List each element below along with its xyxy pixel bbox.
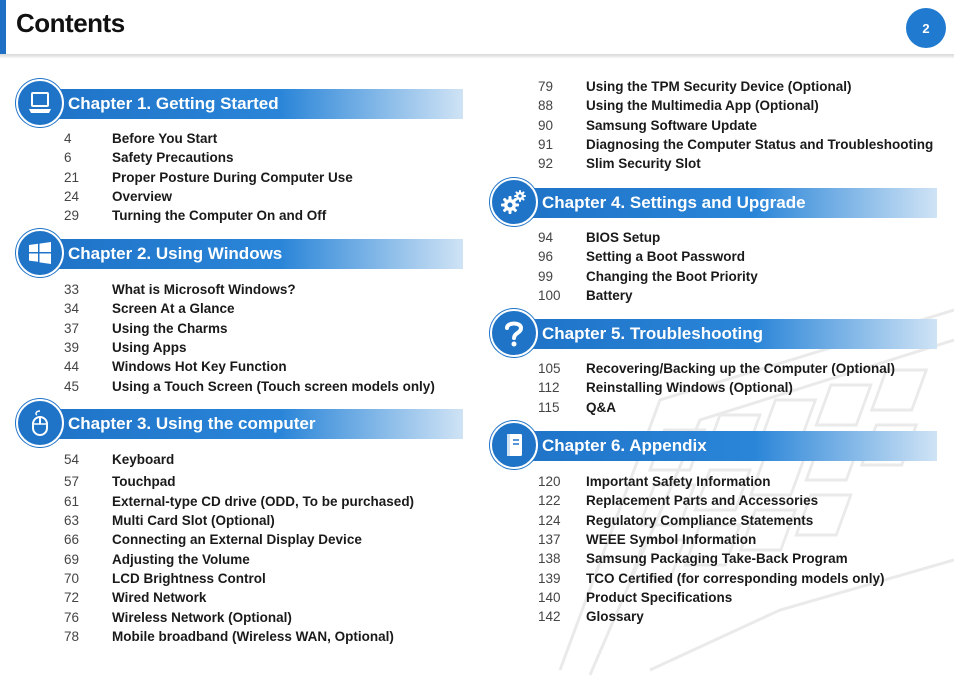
toc-page-number: 91 [538, 137, 554, 153]
list-item[interactable] [64, 148, 353, 167]
list-item[interactable] [64, 319, 435, 338]
toc-page-number: 138 [538, 551, 561, 567]
toc-page-number: 70 [64, 570, 80, 586]
toc-page-number: 142 [538, 609, 561, 625]
chapter-5-title: Chapter 5. Troubleshooting [542, 324, 764, 343]
toc-entry-title[interactable]: Using a Touch Screen (Touch screen models only) [112, 378, 435, 394]
list-item[interactable] [538, 135, 933, 154]
list-item[interactable] [538, 568, 885, 587]
toc-entry-title[interactable]: TCO Certified (for corresponding models only) [586, 570, 885, 586]
toc-entry-title[interactable]: Windows Hot Key Function [112, 359, 287, 375]
book-icon [490, 421, 538, 469]
list-item[interactable] [538, 359, 895, 378]
toc-entry-title[interactable]: Mobile broadband (Wireless WAN, Optional) [112, 628, 394, 644]
toc-entry-title[interactable]: Important Safety Information [586, 474, 771, 490]
toc-page-number: 29 [64, 208, 80, 224]
toc-page-number: 115 [538, 399, 560, 415]
toc-page-number: 92 [538, 156, 554, 172]
list-item[interactable] [64, 206, 353, 225]
toc-page-number: 66 [64, 532, 80, 548]
toc-page-number: 69 [64, 551, 80, 567]
toc-entry-title[interactable]: Samsung Software Update [586, 117, 758, 133]
list-item[interactable] [64, 280, 435, 299]
toc-entry-title[interactable]: Samsung Packaging Take-Back Program [586, 551, 848, 567]
header-divider [0, 54, 954, 58]
toc-entry-title[interactable]: Setting a Boot Password [586, 249, 746, 265]
toc-entry-title[interactable]: Before You Start [112, 131, 218, 147]
list-item[interactable] [64, 511, 414, 530]
chapter-3-title: Chapter 3. Using the computer [68, 414, 316, 433]
mouse-icon [16, 399, 64, 447]
toc-page-number: 6 [64, 150, 72, 166]
toc-entry-title[interactable]: Keyboard [112, 452, 175, 468]
list-item[interactable] [538, 472, 885, 491]
chapter-4-list [538, 228, 758, 305]
toc-entry-title[interactable]: Replacement Parts and Accessories [586, 493, 819, 509]
toc-page-number: 140 [538, 589, 561, 605]
toc-page-number: 63 [64, 513, 80, 529]
toc-entry-title[interactable]: Wireless Network (Optional) [112, 609, 292, 625]
toc-page-number: 79 [538, 79, 554, 95]
gears-icon [490, 178, 538, 226]
toc-page-number: 57 [64, 474, 80, 490]
toc-entry-title[interactable]: What is Microsoft Windows? [112, 282, 296, 298]
toc-entry-title[interactable]: Battery [586, 288, 633, 304]
toc-page-number: 78 [64, 628, 80, 644]
list-item[interactable] [64, 569, 414, 588]
toc-page-number: 24 [64, 189, 80, 205]
windows-logo-icon [16, 229, 64, 277]
list-item[interactable] [538, 530, 885, 549]
list-item[interactable] [538, 511, 885, 530]
chapter-4-bar [530, 188, 937, 218]
toc-entry-title[interactable]: Slim Security Slot [586, 156, 701, 172]
toc-entry-title[interactable]: Safety Precautions [112, 150, 234, 166]
chapter-1-list [64, 129, 353, 225]
toc-entry-title[interactable]: Changing the Boot Priority [586, 268, 758, 284]
list-item[interactable] [64, 357, 435, 376]
toc-entry-title[interactable]: Adjusting the Volume [112, 551, 250, 567]
toc-page-number: 124 [538, 512, 561, 528]
toc-page-number: 33 [64, 282, 80, 298]
toc-page-number: 44 [64, 359, 80, 375]
toc-page-number: 72 [64, 590, 80, 606]
toc-page-number: 34 [64, 301, 80, 317]
chapter-2-list [64, 280, 435, 396]
chapter-6-title: Chapter 6. Appendix [542, 436, 707, 455]
toc-entry-title[interactable]: Using the Multimedia App (Optional) [586, 98, 819, 114]
toc-entry-title[interactable]: BIOS Setup [586, 230, 661, 246]
toc-page-number: 4 [64, 131, 72, 147]
toc-page-number: 137 [538, 532, 561, 548]
toc-entry-title[interactable]: Using the TPM Security Device (Optional) [586, 79, 852, 95]
list-item[interactable] [64, 338, 435, 357]
toc-page-number: 112 [538, 380, 560, 396]
toc-entry-title[interactable]: Touchpad [112, 474, 176, 490]
chapter-2-header[interactable] [16, 237, 463, 271]
chapter-5-bar [530, 319, 937, 349]
chapter-5-list [538, 359, 895, 417]
toc-page-number: 99 [538, 268, 554, 284]
chapter-1-title: Chapter 1. Getting Started [68, 94, 279, 113]
list-item[interactable] [538, 247, 758, 266]
toc-page-number: 105 [538, 361, 561, 377]
list-item[interactable] [538, 549, 885, 568]
list-item[interactable] [64, 168, 353, 187]
toc-entry-title[interactable]: Wired Network [112, 590, 207, 606]
page-title: Contents [16, 8, 125, 38]
list-item[interactable] [64, 549, 414, 568]
list-item[interactable] [538, 588, 885, 607]
toc-page-number: 100 [538, 288, 561, 304]
list-item[interactable] [538, 228, 758, 247]
toc-page-number: 96 [538, 249, 554, 265]
toc-entry-title[interactable]: Using the Charms [112, 320, 228, 336]
toc-entry-title[interactable]: Product Specifications [586, 589, 733, 605]
laptop-icon [16, 79, 64, 127]
list-item[interactable] [64, 187, 353, 206]
toc-entry-title[interactable]: Screen At a Glance [112, 301, 235, 317]
list-item[interactable] [538, 77, 933, 96]
list-item[interactable] [538, 398, 895, 417]
list-item[interactable] [538, 96, 933, 115]
chapter-3-bar [56, 409, 463, 439]
toc-page-number: 120 [538, 474, 561, 490]
toc-page-number: 54 [64, 452, 80, 468]
toc-page-number: 122 [538, 493, 561, 509]
chapter-2-bar [56, 239, 463, 269]
toc-page-number: 45 [64, 378, 80, 394]
chapter-3-continued-list [538, 77, 933, 173]
toc-page-number: 90 [538, 117, 554, 133]
toc-page-number: 88 [538, 98, 554, 114]
toc-page-number: 94 [538, 230, 554, 246]
toc-entry-title[interactable]: Reinstalling Windows (Optional) [586, 380, 793, 396]
header-accent-bar [0, 0, 6, 54]
list-item[interactable] [64, 588, 414, 607]
list-item[interactable] [64, 299, 435, 318]
chapter-1-header[interactable] [16, 87, 463, 121]
list-item[interactable] [64, 607, 414, 626]
chapter-4-title: Chapter 4. Settings and Upgrade [542, 193, 806, 212]
toc-entry-title[interactable]: Regulatory Compliance Statements [586, 512, 814, 528]
toc-entry-title[interactable]: Proper Posture During Computer Use [112, 169, 353, 185]
toc-page-number: 139 [538, 570, 561, 586]
chapter-1-bar [56, 89, 463, 119]
toc-entry-title[interactable]: Q&A [586, 399, 616, 415]
toc-entry-title[interactable]: Overview [112, 189, 173, 205]
toc-page-number: 61 [64, 493, 80, 509]
list-item[interactable] [538, 267, 758, 286]
chapter-6-bar [530, 431, 937, 461]
toc-entry-title[interactable]: Recovering/Backing up the Computer (Optional) [586, 361, 896, 377]
toc-entry-title[interactable]: Diagnosing the Computer Status and Troubleshooting [586, 137, 934, 153]
toc-entry-title[interactable]: Connecting an External Display Device [112, 532, 362, 548]
list-item[interactable] [538, 491, 885, 510]
chapter-2-title: Chapter 2. Using Windows [68, 244, 283, 263]
chapter-3-header[interactable] [16, 407, 463, 441]
toc-page-number: 76 [64, 609, 80, 625]
list-item[interactable] [64, 492, 414, 511]
page-number-badge: 2 [906, 8, 946, 48]
toc-page-number: 37 [64, 320, 80, 336]
toc-entry-title[interactable]: External-type CD drive (ODD, To be purchased) [112, 493, 415, 509]
list-item[interactable] [64, 472, 414, 491]
question-mark-icon [490, 309, 538, 357]
list-item[interactable] [538, 154, 933, 173]
list-item[interactable] [538, 116, 933, 135]
list-item[interactable] [538, 378, 895, 397]
list-item[interactable] [64, 530, 414, 549]
chapter-5-header[interactable] [490, 317, 937, 351]
toc-page-number: 21 [64, 169, 80, 185]
chapter-4-header[interactable] [490, 186, 937, 220]
toc-entry-title[interactable]: Turning the Computer On and Off [112, 208, 327, 224]
toc-entry-title[interactable]: Multi Card Slot (Optional) [112, 513, 275, 529]
toc-page-number: 39 [64, 340, 80, 356]
toc-entry-title[interactable]: WEEE Symbol Information [586, 532, 757, 548]
chapter-6-list [538, 472, 885, 626]
toc-entry-title[interactable]: Glossary [586, 609, 644, 625]
chapter-3-list [64, 450, 414, 646]
chapter-6-header[interactable] [490, 429, 937, 463]
toc-entry-title[interactable]: LCD Brightness Control [112, 570, 266, 586]
list-item[interactable] [64, 627, 414, 646]
list-item[interactable] [64, 450, 414, 469]
list-item[interactable] [64, 129, 353, 148]
list-item[interactable] [64, 376, 435, 395]
list-item[interactable] [538, 607, 885, 626]
toc-entry-title[interactable]: Using Apps [112, 340, 187, 356]
list-item[interactable] [538, 286, 758, 305]
